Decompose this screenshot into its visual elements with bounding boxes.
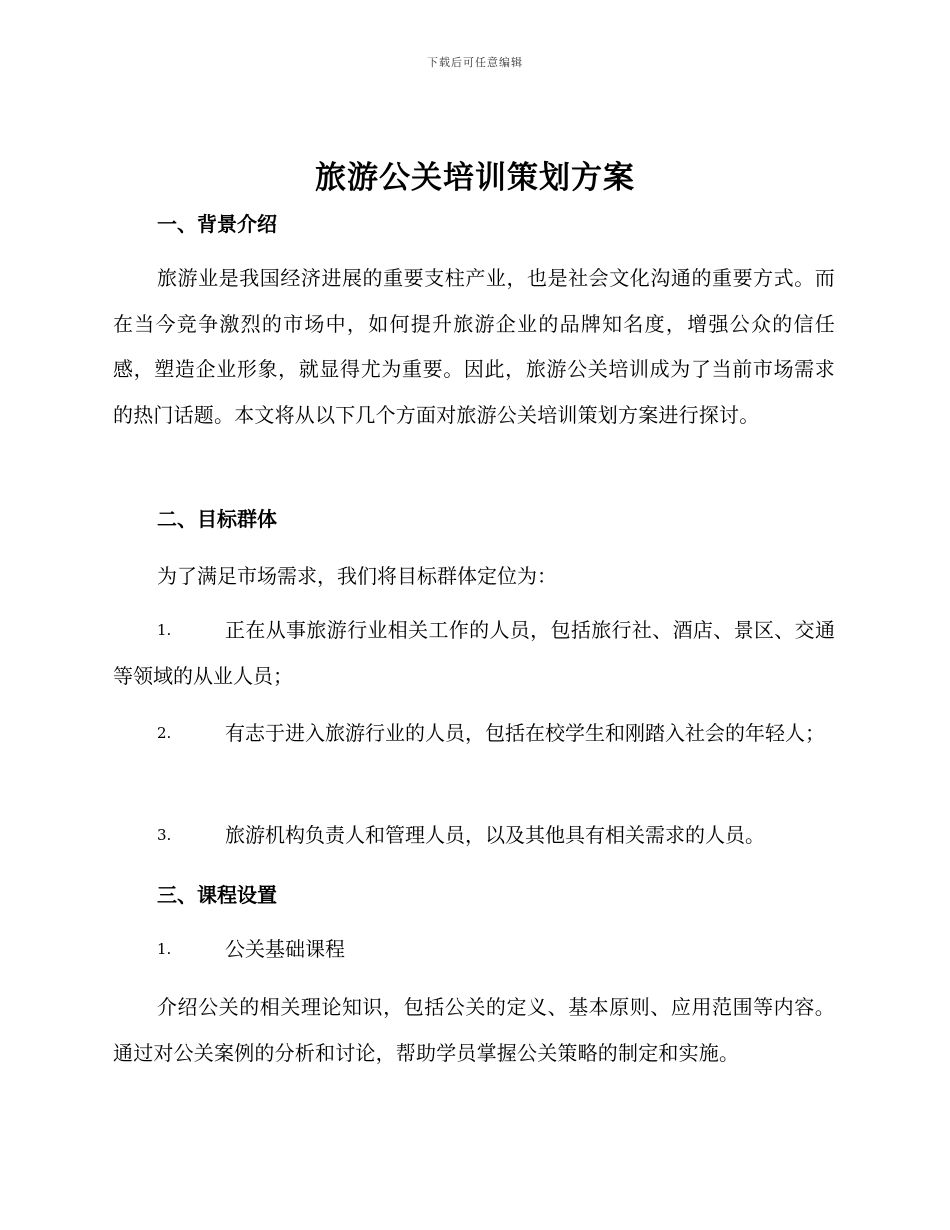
section-heading-background: 一、背景介绍	[157, 212, 277, 236]
list-item-text: 公关基础课程	[225, 937, 345, 961]
target-group-intro: 为了满足市场需求，我们将目标群体定位为：	[157, 564, 557, 588]
header-note: 下载后可任意编辑	[427, 56, 523, 69]
document-title: 旅游公关培训策划方案	[315, 160, 635, 196]
list-item	[113, 813, 835, 859]
list-item-number: 1.	[157, 940, 172, 958]
section-heading-target-group: 二、目标群体	[157, 507, 277, 531]
list-item-text: 正在从事旅游行业相关工作的人员，包括旅行社、酒店、景区、交通等领域的从业人员；	[113, 618, 835, 688]
courses-paragraph: 介绍公关的相关理论知识，包括公关的定义、基本原则、应用范围等内容。通过对公关案例的分析和讨论，帮助学员掌握公关策略的制定和实施。	[113, 995, 835, 1065]
list-item	[113, 608, 835, 699]
list-item-text: 旅游机构负责人和管理人员，以及其他具有相关需求的人员。	[225, 823, 765, 847]
list-item-number: 2.	[157, 724, 172, 742]
list-item-text: 有志于进入旅游行业的人员，包括在校学生和刚踏入社会的年轻人；	[225, 721, 825, 745]
background-paragraph: 旅游业是我国经济进展的重要支柱产业，也是社会文化沟通的重要方式。而在当今竞争激烈的市场中，如何提升旅游企业的品牌知名度，增强公众的信任感，塑造企业形象，就显得尤为重要。因此，旅游公关培训成为了当前市场需求的热门话题。本文将从以下几个方面对旅游公关培训策划方案进行探讨。	[113, 266, 835, 427]
section-heading-courses: 三、课程设置	[157, 883, 277, 907]
list-item	[113, 927, 835, 973]
list-item-number: 3.	[157, 826, 172, 844]
list-item	[113, 711, 835, 757]
list-item-number: 1.	[157, 621, 172, 639]
